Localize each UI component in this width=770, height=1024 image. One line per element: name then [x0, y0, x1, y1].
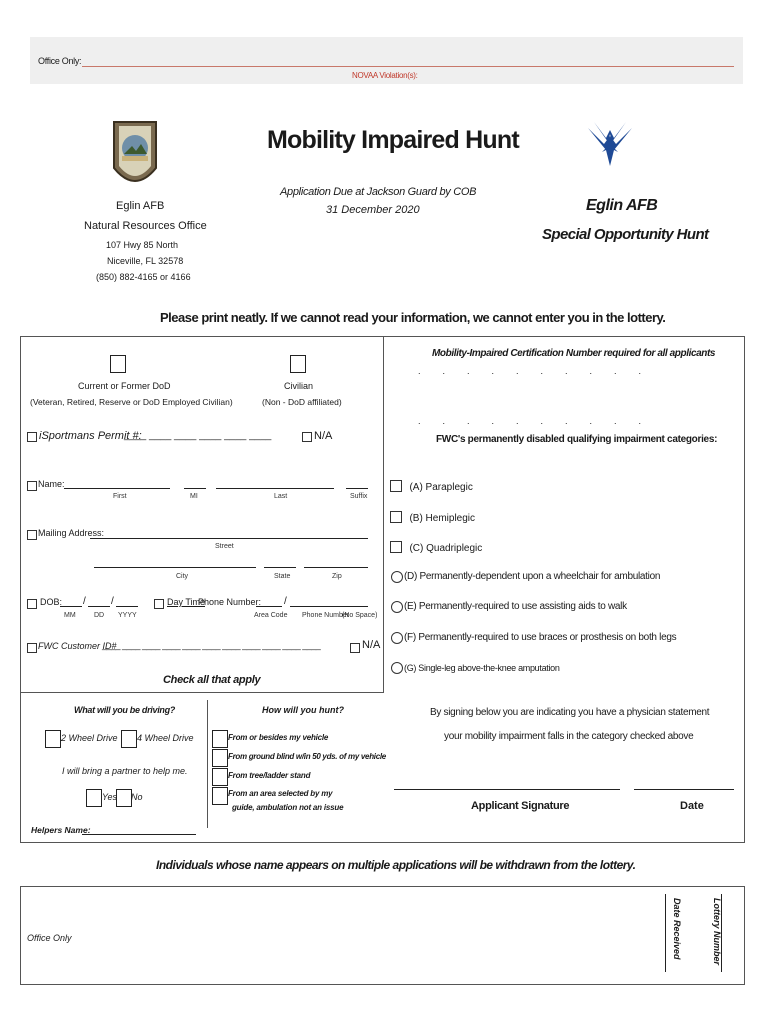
natural-resources-logo	[110, 118, 160, 201]
name-checkbox[interactable]	[27, 481, 37, 491]
hunt-blind-label: From ground blind w/in 50 yds. of my vehicle	[228, 752, 386, 761]
fwc-na-label: N/A	[362, 639, 381, 651]
hunt-tree-label: From tree/ladder stand	[228, 771, 311, 780]
2wd-label: 2 Wheel Drive	[61, 733, 118, 743]
state-field[interactable]	[264, 567, 296, 568]
address-line-2: Niceville, FL 32578	[107, 256, 184, 266]
partner-no-label: No	[131, 792, 143, 802]
suffix-field[interactable]	[346, 488, 368, 489]
dod-sub: (Veteran, Retired, Reserve or DoD Employed Civilian)	[30, 397, 233, 407]
civilian-checkbox[interactable]	[290, 355, 306, 373]
category-f-radio[interactable]	[391, 632, 403, 644]
fwc-id-blanks[interactable]: ____ ____ ____ ____ ____ ____ ____ ____ ____ ____ ____	[102, 640, 321, 650]
eglin-afb-left: Eglin AFB	[116, 200, 165, 212]
helpers-name-field[interactable]	[82, 834, 196, 835]
partner-no-checkbox[interactable]	[116, 789, 132, 807]
dob-dd-label: DD	[94, 612, 105, 619]
date-received-label: Date Received	[672, 898, 682, 960]
name-label: Name:	[38, 479, 65, 489]
category-e-label: (E) Permanently-required to use assisting aids to walk	[404, 601, 627, 612]
area-code-label: Area Code	[254, 612, 288, 619]
4wd-checkbox[interactable]	[121, 730, 137, 748]
dob-mm-label: MM	[64, 612, 76, 619]
due-line-1: Application Due at Jackson Guard by COB	[280, 186, 477, 198]
permit-blanks[interactable]: ____ ____ ____ ____ ____ ____	[124, 430, 272, 441]
category-b-checkbox[interactable]	[390, 511, 402, 523]
dob-dd-field[interactable]	[88, 606, 110, 607]
day-time-label: Day Time	[167, 597, 206, 607]
category-c-checkbox[interactable]	[390, 541, 402, 553]
dod-checkbox[interactable]	[110, 355, 126, 373]
mailing-checkbox[interactable]	[27, 530, 37, 540]
sign-statement-2: your mobility impairment falls in the category checked above	[444, 731, 694, 742]
lottery-number-line	[721, 894, 722, 972]
phone-line: (850) 882-4165 or 4166	[96, 272, 191, 282]
check-all-divider	[20, 692, 384, 693]
office-only-label: Office Only:	[38, 56, 82, 66]
dob-slash-1: /	[83, 596, 86, 607]
office-only-box	[20, 886, 745, 985]
area-code-field[interactable]	[256, 606, 282, 607]
print-neatly-instruction: Please print neatly. If we cannot read your information, we cannot enter you in the lottery.	[160, 310, 666, 325]
address-line-1: 107 Hwy 85 North	[106, 240, 179, 250]
phone-label: Phone Number:	[198, 597, 262, 607]
hunt-vehicle-label: From or besides my vehicle	[228, 733, 329, 742]
4wd-label: 4 Wheel Drive	[137, 733, 194, 743]
permit-na-checkbox[interactable]	[302, 432, 312, 442]
suffix-label: Suffix	[350, 493, 368, 500]
date-label: Date	[680, 800, 704, 812]
phone-checkbox[interactable]	[154, 599, 164, 609]
cert-dots-row-2[interactable]: ..........	[418, 416, 664, 426]
permit-na-label: N/A	[314, 430, 333, 442]
phone-slash: /	[284, 596, 287, 607]
office-only-box-label: Office Only	[27, 933, 72, 943]
category-g-radio[interactable]	[391, 662, 403, 674]
category-a-checkbox[interactable]	[390, 480, 402, 492]
civilian-sub: (Non - DoD affiliated)	[262, 397, 342, 407]
signature-field[interactable]	[394, 789, 620, 790]
zip-label: Zip	[332, 573, 342, 580]
date-field[interactable]	[634, 789, 734, 790]
permit-label: iSportmans Permit #:	[39, 430, 142, 442]
hunt-guide-label-2: guide, ambulation not an issue	[232, 803, 344, 812]
civilian-label: Civilian	[284, 381, 314, 391]
bottom-divider	[207, 700, 208, 828]
city-label: City	[176, 573, 189, 580]
category-g-label: (G) Single-leg above-the-knee amputation	[404, 663, 560, 673]
fwc-id-checkbox[interactable]	[27, 643, 37, 653]
natural-resources-office: Natural Resources Office	[84, 220, 207, 232]
fwc-categories-label: FWC's permanently disabled qualifying impairment categories:	[436, 434, 718, 445]
street-label: Street	[215, 543, 234, 550]
no-space-label: (No Space)	[342, 612, 378, 619]
category-d-label: (D) Permanently-dependent upon a wheelchair for ambulation	[404, 571, 661, 582]
dob-label: DOB:	[40, 597, 63, 607]
zip-field[interactable]	[304, 567, 368, 568]
first-label: First	[113, 493, 127, 500]
category-e-radio[interactable]	[391, 601, 403, 613]
category-a[interactable]	[390, 477, 473, 495]
dob-checkbox[interactable]	[27, 599, 37, 609]
first-name-field[interactable]	[64, 488, 170, 489]
mi-label: MI	[190, 493, 198, 500]
air-force-wings-icon	[586, 120, 634, 177]
partner-yes-label: Yes	[102, 792, 118, 802]
category-f-label: (F) Permanently-required to use braces or prosthesis on both legs	[404, 632, 677, 643]
dod-label: Current or Former DoD	[78, 381, 171, 391]
category-d-radio[interactable]	[391, 571, 403, 583]
novaa-violations: NOVAA Violation(s):	[352, 71, 418, 80]
dob-yyyy-field[interactable]	[116, 606, 138, 607]
driving-question: What will you be driving?	[74, 705, 176, 715]
column-divider	[383, 336, 384, 692]
helpers-name-label: Helpers Name:	[31, 825, 91, 835]
category-c-label: (C) Quadriplegic	[409, 543, 483, 554]
hunt-vehicle-checkbox[interactable]	[212, 730, 228, 748]
permit-checkbox[interactable]	[27, 432, 37, 442]
cert-dots-row-1[interactable]: ..........	[418, 366, 664, 376]
partner-question: I will bring a partner to help me.	[62, 766, 188, 776]
hunt-guide-label-1: From an area selected by my	[228, 789, 333, 798]
date-received-line	[665, 894, 666, 972]
special-opportunity-hunt: Special Opportunity Hunt	[542, 226, 709, 243]
certification-label: Mobility-Impaired Certification Number required for all applicants	[432, 348, 716, 359]
category-c[interactable]	[390, 538, 482, 556]
fwc-id-label: FWC Customer ID#	[38, 641, 117, 651]
eglin-afb-right: Eglin AFB	[586, 197, 658, 214]
hunt-question: How will you hunt?	[262, 705, 344, 715]
phone-number-label: Phone Number	[302, 612, 350, 619]
mi-field[interactable]	[184, 488, 206, 489]
lottery-number-label: Lottery Number	[712, 898, 722, 966]
multiple-applications-note: Individuals whose name appears on multiple applications will be withdrawn from the lottery.	[156, 858, 636, 872]
due-line-2: 31 December 2020	[326, 204, 420, 216]
category-b[interactable]	[390, 508, 475, 526]
hunt-guide-checkbox[interactable]	[212, 787, 228, 805]
hunt-tree-checkbox[interactable]	[212, 768, 228, 786]
last-label: Last	[274, 493, 288, 500]
page-title: Mobility Impaired Hunt	[267, 126, 519, 154]
sign-statement-1: By signing below you are indicating you have a physician statement	[430, 707, 710, 718]
street-field[interactable]	[90, 538, 368, 539]
dob-slash-2: /	[111, 596, 114, 607]
fwc-na-checkbox[interactable]	[350, 643, 360, 653]
category-b-label: (B) Hemiplegic	[409, 513, 476, 524]
dob-yyyy-label: YYYY	[118, 612, 137, 619]
last-name-field[interactable]	[216, 488, 334, 489]
dob-mm-field[interactable]	[60, 606, 82, 607]
2wd-checkbox[interactable]	[45, 730, 61, 748]
hunt-blind-checkbox[interactable]	[212, 749, 228, 767]
state-label: State	[274, 573, 291, 580]
category-a-label: (A) Paraplegic	[409, 482, 473, 493]
partner-yes-checkbox[interactable]	[86, 789, 102, 807]
city-field[interactable]	[94, 567, 256, 568]
office-only-line	[82, 66, 734, 67]
mailing-label: Mailing Address:	[38, 528, 105, 538]
applicant-signature-label: Applicant Signature	[471, 800, 570, 812]
check-all-label: Check all that apply	[163, 674, 261, 686]
phone-number-field[interactable]	[290, 606, 368, 607]
